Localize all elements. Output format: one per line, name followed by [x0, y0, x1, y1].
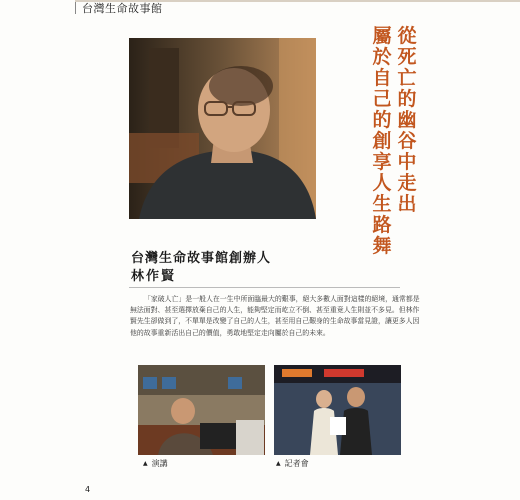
header-divider: [75, 2, 76, 14]
headline-char: 自: [372, 67, 392, 89]
headline-char: 的: [372, 109, 392, 131]
section-divider: [129, 287, 400, 288]
press-conference-photo: [274, 365, 401, 455]
headline-char: 路: [372, 214, 392, 236]
headline-char: 谷: [397, 130, 417, 152]
triangle-up-icon: ▲: [276, 460, 281, 467]
headline-char: 走: [397, 172, 417, 194]
caption-speech-label: 演講: [151, 459, 168, 468]
founder-role: 台灣生命故事館創辦人: [131, 251, 272, 266]
headline-char: 舞: [372, 235, 392, 257]
speech-photo: [138, 365, 265, 455]
headline-line-1: [397, 26, 417, 215]
founder-name: 林作賢: [131, 269, 177, 284]
headline-char: 死: [397, 46, 417, 68]
body-paragraph: 「家破人亡」是一般人在一生中所面臨最大的艱事，絕大多數人面對這樣的絕境，通常都是無法面對、甚至選擇放棄自己的人生，能夠堅定而屹立不倒、甚至重竟人生則並不多見。但林作賢先生卻做到了，不單單是改變了自己的人生，甚至用自己艱身的生命故事當見證，讓更多人因他的故事重新活出自己的價值，勇敢地堅定走向屬於自己的未來。: [130, 295, 420, 337]
header-title: 台灣生命故事館: [82, 2, 163, 15]
headline-char: 創: [372, 130, 392, 152]
headline-char: 於: [372, 46, 392, 68]
headline-char: 己: [372, 88, 392, 110]
headline-line-2: [372, 26, 392, 257]
portrait-photo: [129, 38, 316, 219]
headline-char: 享: [372, 151, 392, 173]
headline-char: 出: [397, 193, 417, 215]
headline-char: 生: [372, 193, 392, 215]
headline-char: 幽: [397, 109, 417, 131]
headline-char: 亡: [397, 67, 417, 89]
headline-char: 人: [372, 172, 392, 194]
headline-char: 中: [397, 151, 417, 173]
headline-char: 從: [397, 25, 417, 47]
caption-speech: [143, 458, 168, 469]
headline-char: 屬: [372, 25, 392, 47]
headline-char: 的: [397, 88, 417, 110]
caption-press: [276, 458, 309, 469]
caption-press-label: 記者會: [284, 459, 309, 468]
page-number: 4: [85, 485, 91, 494]
triangle-up-icon: ▲: [143, 460, 148, 467]
